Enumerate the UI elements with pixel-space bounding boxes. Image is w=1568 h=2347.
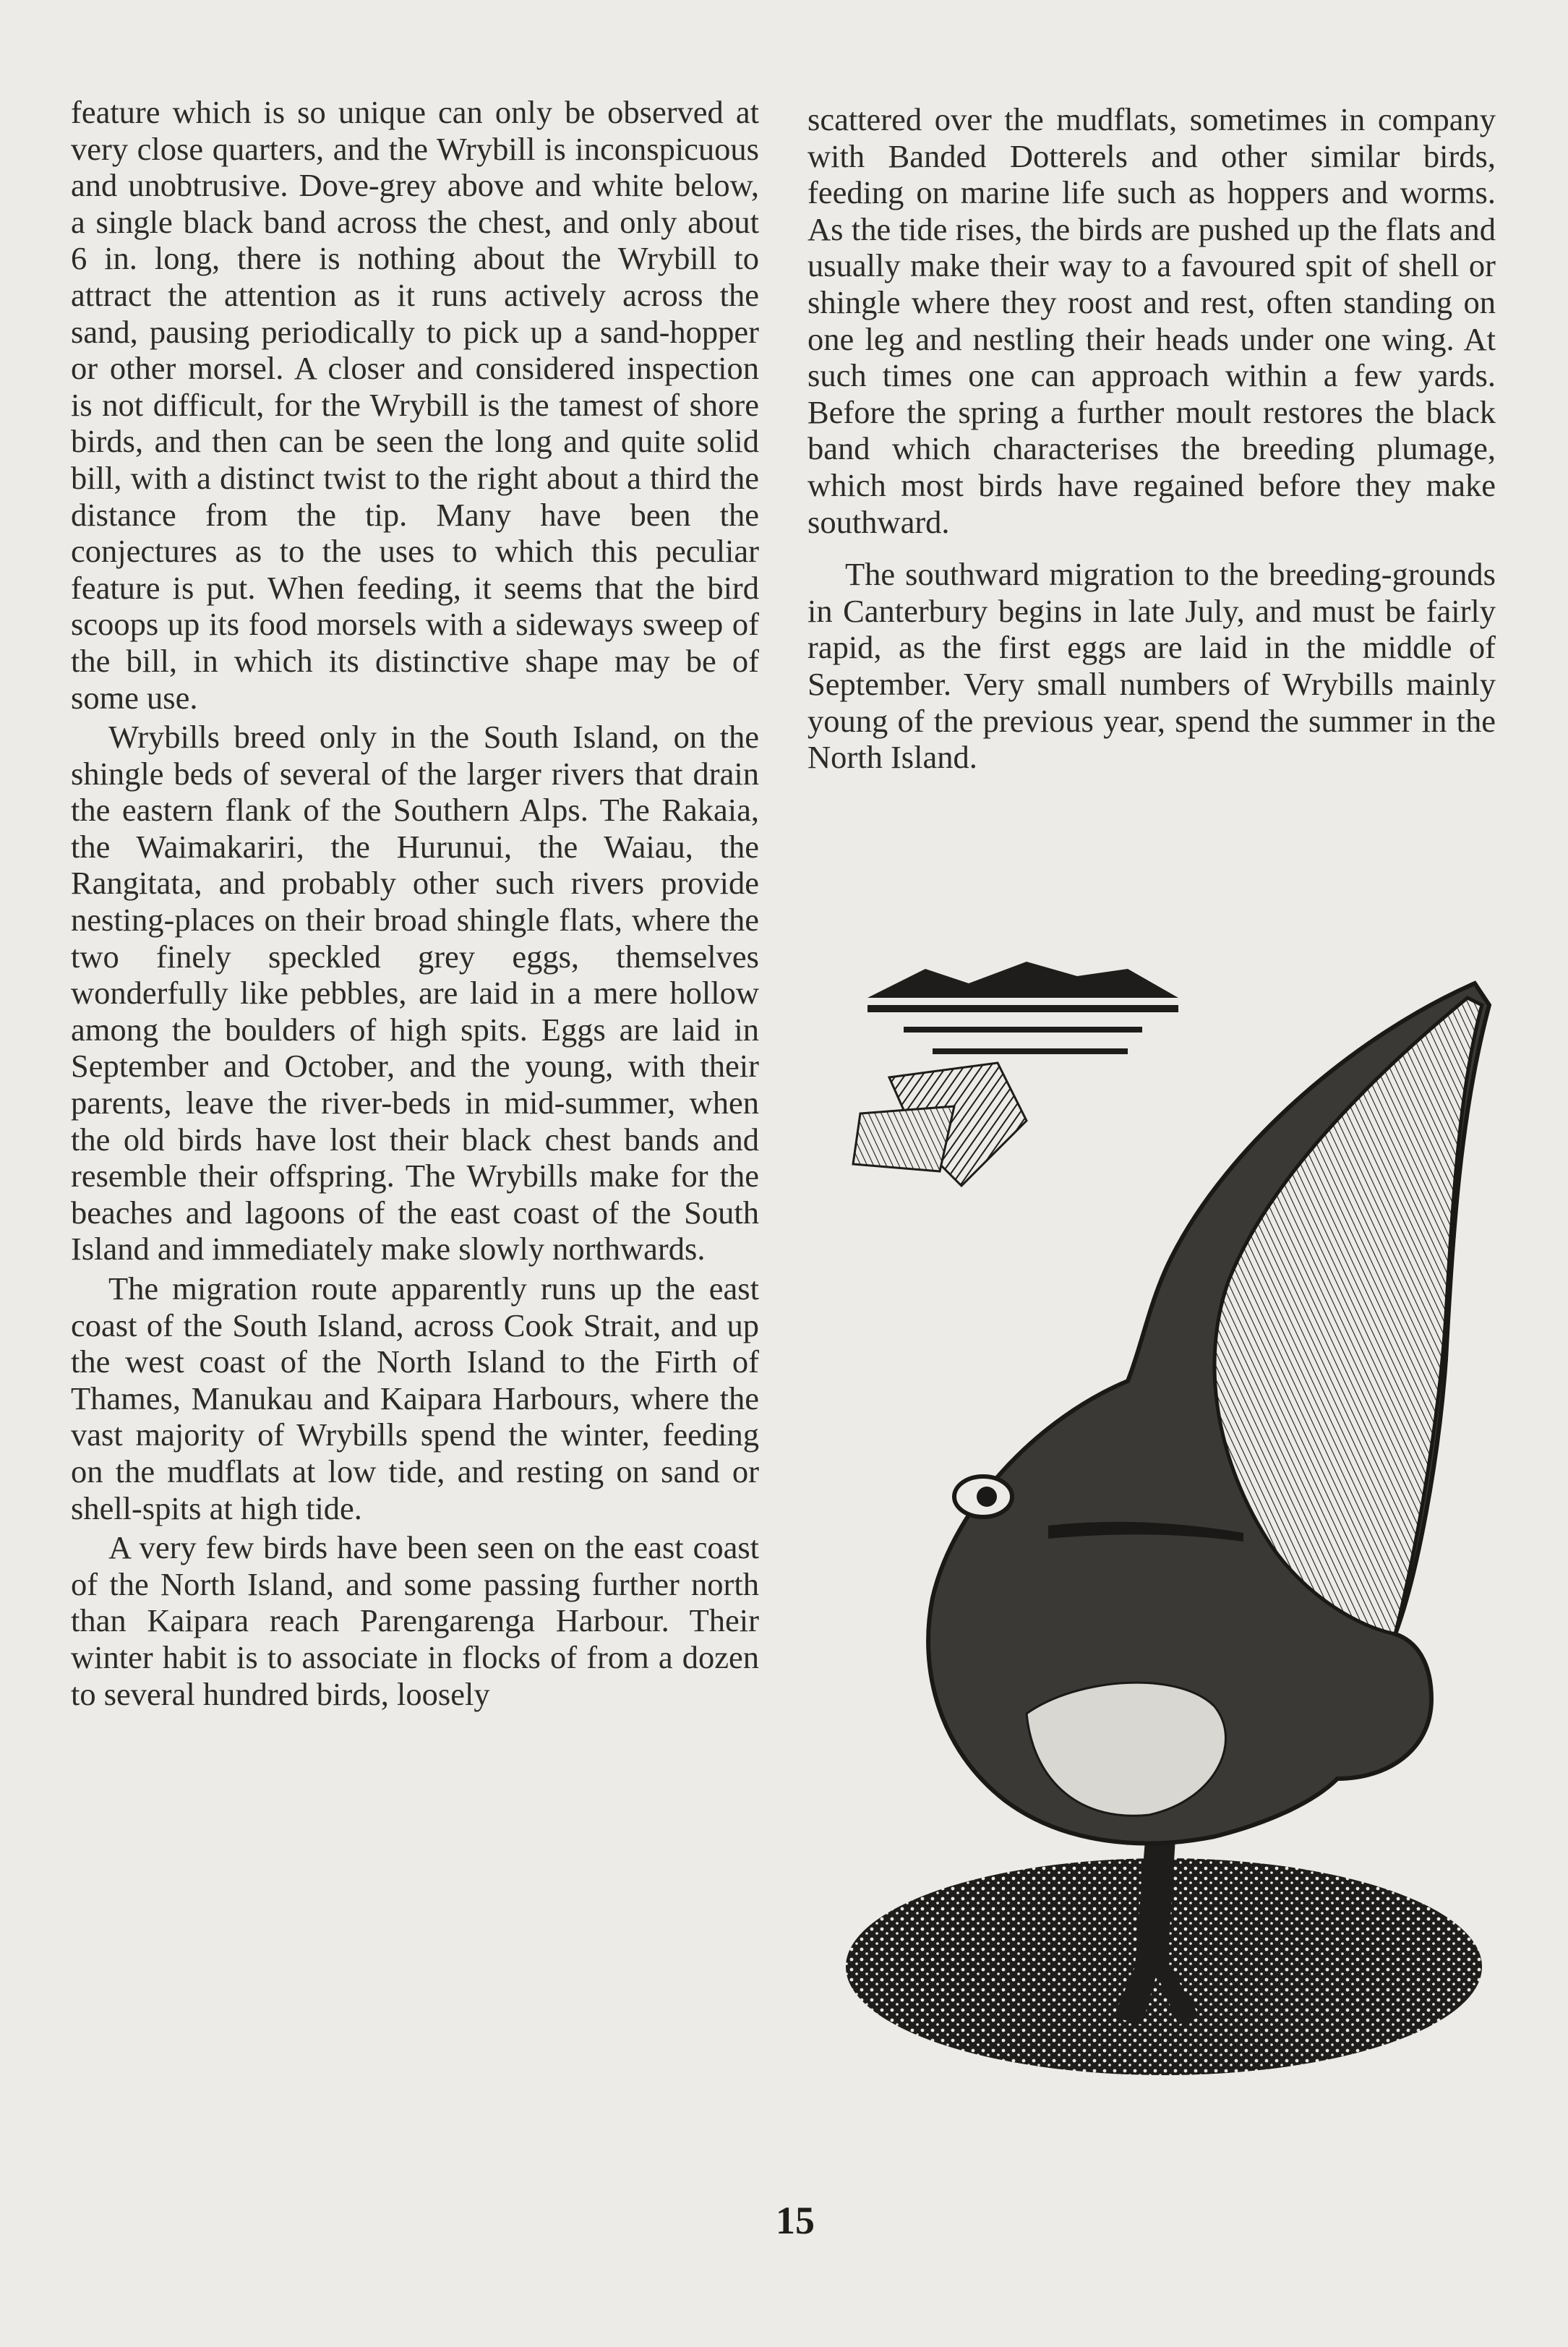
wrybill-woodcut-illustration [839, 954, 1504, 2097]
paragraph: feature which is so unique can only be observed at very close quarters, and the Wrybill is inconspicuous and unobtrusive. Dove-grey above and white below, a single black band across the chest, and only about 6 in. long, there is nothing about the Wrybill to attract the attention as it runs actively across the sand, pausing periodically to pick up a sand-hopper or other morsel. A closer and considered inspection is not difficult, for the Wrybill is the tamest of shore birds, and then can be seen the long and quite solid bill, with a distinct twist to the right about a third the distance from the tip. Many have been the conjectures as to the uses to which this peculiar feature is put. When feeding, it seems that the bird scoops up its food morsels with a sideways sweep of the bill, in which its distinctive shape may be of some use. [71, 94, 759, 716]
paragraph: A very few birds have been seen on the east coast of the North Island, and some passing further north than Kaipara reach Parengarenga Harbour. Their winter habit is to associate in flocks of from a dozen to several hundred birds, loosely [71, 1529, 759, 1712]
paragraph: The southward migration to the breeding-grounds in Canterbury begins in late July, and must be fairly rapid, as the first eggs are laid in the middle of September. Very small numbers of Wrybills mainly young of the previous year, spend the summer in the North Island. [807, 556, 1496, 776]
paragraph: scattered over the mudflats, sometimes in company with Banded Dotterels and other similar birds, feeding on marine life such as hoppers and worms. As the tide rises, the birds are pushed up the flats and usually make their way to a favoured spit of shell or shingle where they roost and rest, often standing on one leg and nestling their heads under one wing. At such times one can approach within a few yards. Before the spring a further moult restores the black band which characterises the breeding plumage, which most birds have regained before they make southward. [807, 101, 1496, 540]
page-number: 15 [776, 2199, 815, 2242]
left-column [71, 94, 759, 1712]
paragraph: The migration route apparently runs up the east coast of the South Island, across Cook Strait, and up the west coast of the North Island to the Firth of Thames, Manukau and Kaipara Harbours, where the vast majority of Wrybills spend the winter, feeding on the mudflats at low tide, and resting on sand or shell-spits at high tide. [71, 1270, 759, 1526]
right-column [807, 101, 1496, 776]
paragraph: Wrybills breed only in the South Island, on the shingle beds of several of the larger rivers that drain the eastern flank of the Southern Alps. The Rakaia, the Waimakariri, the Hurunui, the Waiau, the Rangitata, and probably other such rivers provide nesting-places on their broad shingle flats, where the two finely speckled grey eggs, themselves wonderfully like pebbles, are laid in a mere hollow among the boulders of high spits. Eggs are laid in September and October, and the young, with their parents, leave the river-beds in mid-summer, when the old birds have lost their black chest bands and resemble their offspring. The Wrybills make for the beaches and lagoons of the east coast of the South Island and immediately make slowly northwards. [71, 719, 759, 1267]
background-landscape [853, 962, 1178, 1186]
